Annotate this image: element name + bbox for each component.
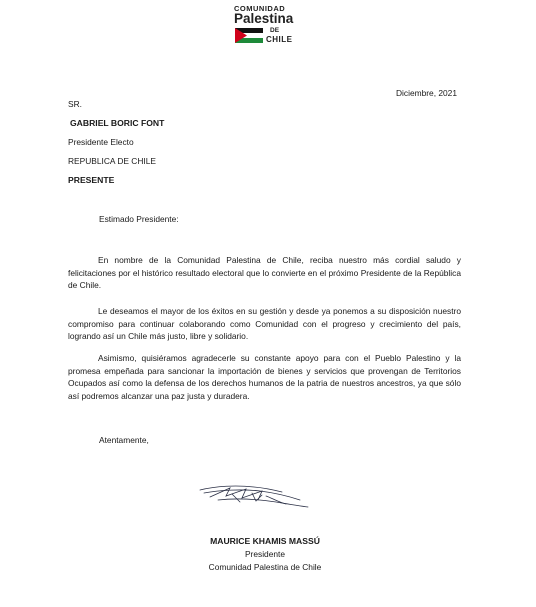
signer-name: MAURICE KHAMIS MASSÚ (210, 536, 320, 546)
handwritten-signature (196, 480, 312, 510)
greeting: Estimado Presidente: (99, 214, 179, 224)
paragraph-text: En nombre de la Comunidad Palestina de Chile, reciba nuestro más cordial saludo y felicitaciones por el histórico resultado electoral que lo convierte en el próximo Presidente de la República de Chile. (68, 255, 461, 290)
signer-block (160, 535, 370, 574)
signer-organization: Comunidad Palestina de Chile (208, 562, 322, 572)
recipient-title: Presidente Electo (68, 137, 134, 147)
logo-line-1: COMUNIDAD (234, 4, 286, 13)
paragraph-text: Asimismo, quisiéramos agradecerle su constante apoyo para con el Pueblo Palestino y la promesa empeñada para sancionar la importación de bienes y servicios que provengan de Territorios Ocupados así como la defensa de los derechos humanos de la patria de nuestros ancestros, ya que sólo así podremos alcanzar una paz justa y duradera. (68, 353, 461, 401)
logo-line-3: DE (270, 27, 280, 34)
paragraph-text: Le deseamos el mayor de los éxitos en su gestión y desde ya ponemos a su disposición nuestro compromiso para continuar colaborando como Comunidad con el progreso y crecimiento del país, logrando así un Chile más justo, libre y solidario. (68, 306, 461, 341)
body-paragraph (68, 254, 461, 292)
presente-label: PRESENTE (68, 175, 115, 185)
signer-title: Presidente (244, 549, 286, 559)
palestine-flag-icon (235, 28, 263, 43)
logo-line-4: CHILE (266, 35, 293, 44)
body-paragraph (68, 352, 461, 402)
closing: Atentamente, (99, 435, 149, 445)
letter-date: Diciembre, 2021 (396, 88, 457, 98)
logo-line-2: Palestina (234, 11, 294, 26)
body-paragraph (68, 305, 461, 343)
organization-logo (234, 4, 304, 42)
recipient-country: REPUBLICA DE CHILE (68, 156, 156, 166)
salutation-prefix: SR. (68, 99, 82, 109)
recipient-name: GABRIEL BORIC FONT (70, 118, 165, 128)
